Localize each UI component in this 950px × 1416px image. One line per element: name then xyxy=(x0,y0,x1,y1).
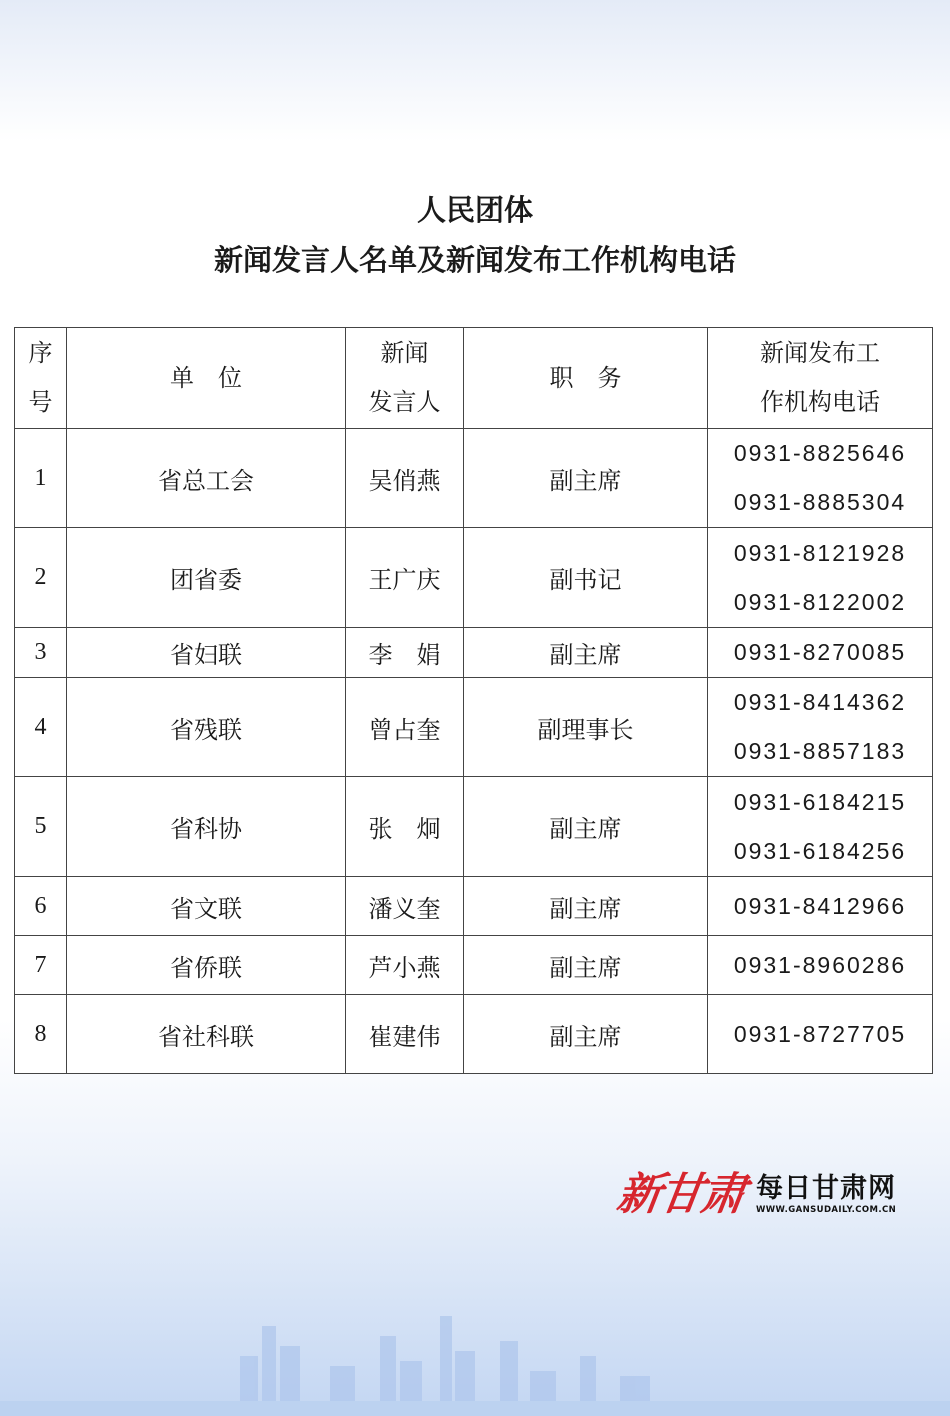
phone-number: 0931-6184256 xyxy=(733,837,907,864)
phone-cell xyxy=(708,777,933,877)
table-row xyxy=(15,678,933,777)
phone-number: 0931-8121928 xyxy=(733,539,907,566)
header-text: 号 xyxy=(28,388,53,416)
unit-cell: 省侨联 xyxy=(67,936,346,995)
header-phone xyxy=(708,328,933,429)
phone-number: 0931-8885304 xyxy=(733,489,907,515)
spokesperson-cell: 王广庆 xyxy=(346,528,464,628)
phone-number: 0931-8857183 xyxy=(733,738,907,764)
table-row xyxy=(15,936,933,995)
phone-number: 0931-8414362 xyxy=(733,689,907,715)
phone-number: 0931-8122002 xyxy=(733,588,907,615)
table-row xyxy=(15,429,933,528)
serial-cell: 4 xyxy=(15,678,67,777)
phone-cell xyxy=(708,877,933,936)
unit-cell: 省残联 xyxy=(67,678,346,777)
serial-cell: 2 xyxy=(15,528,67,628)
position-cell: 副主席 xyxy=(464,777,708,877)
position-cell: 副理事长 xyxy=(464,678,708,777)
phone-number: 0931-8727705 xyxy=(733,1020,907,1047)
spokesperson-cell: 张 炯 xyxy=(346,777,464,877)
spokesperson-cell: 潘义奎 xyxy=(346,877,464,936)
serial-cell: 1 xyxy=(15,429,67,528)
header-text: 新闻发布工 xyxy=(760,339,880,367)
spokesperson-cell: 吴俏燕 xyxy=(346,429,464,528)
logo-url: WWW.GANSUDAILY.COM.CN xyxy=(756,1204,897,1215)
phone-number: 0931-6184215 xyxy=(733,788,907,815)
position-cell: 副书记 xyxy=(464,528,708,628)
spokesperson-cell: 芦小燕 xyxy=(346,936,464,995)
unit-cell: 省科协 xyxy=(67,777,346,877)
position-cell: 副主席 xyxy=(464,628,708,678)
serial-cell: 3 xyxy=(15,628,67,678)
spokesperson-table xyxy=(14,327,933,1074)
unit-cell: 省社科联 xyxy=(67,995,346,1074)
phone-number: 0931-8960286 xyxy=(733,951,907,978)
header-text: 作机构电话 xyxy=(760,388,880,416)
phone-cell xyxy=(708,678,933,777)
logo-name: 每日甘肃网 xyxy=(756,1172,896,1204)
gansu-daily-logo xyxy=(613,1158,897,1222)
position-cell: 副主席 xyxy=(464,877,708,936)
table-row xyxy=(15,995,933,1074)
header-text: 单 位 xyxy=(170,363,242,392)
header-unit xyxy=(67,328,346,429)
serial-cell: 8 xyxy=(15,995,67,1074)
spokesperson-cell: 曾占奎 xyxy=(346,678,464,777)
table-row xyxy=(15,528,933,628)
serial-cell: 6 xyxy=(15,877,67,936)
table-row xyxy=(15,777,933,877)
unit-cell: 团省委 xyxy=(67,528,346,628)
city-skyline-decoration xyxy=(0,1296,950,1416)
serial-cell: 7 xyxy=(15,936,67,995)
position-cell: 副主席 xyxy=(464,429,708,528)
header-text: 序 xyxy=(28,339,53,367)
document-title-line2: 新闻发言人名单及新闻发布工作机构电话 xyxy=(213,243,736,277)
unit-cell: 省妇联 xyxy=(67,628,346,678)
table-row xyxy=(15,877,933,936)
header-spokesperson xyxy=(346,328,464,429)
header-text: 职 务 xyxy=(549,363,622,392)
header-serial xyxy=(15,328,67,429)
phone-number: 0931-8412966 xyxy=(733,892,907,919)
phone-cell xyxy=(708,429,933,528)
phone-cell xyxy=(708,995,933,1074)
unit-cell: 省文联 xyxy=(67,877,346,936)
phone-number: 0931-8270085 xyxy=(733,639,907,665)
table-row xyxy=(15,628,933,678)
phone-cell xyxy=(708,528,933,628)
spokesperson-cell: 李 娟 xyxy=(346,628,464,678)
document-title-line1: 人民团体 xyxy=(416,193,533,227)
position-cell: 副主席 xyxy=(464,995,708,1074)
header-position xyxy=(464,328,708,429)
header-text: 新闻 xyxy=(380,339,429,367)
serial-cell: 5 xyxy=(15,777,67,877)
phone-number: 0931-8825646 xyxy=(733,440,907,466)
header-text: 发言人 xyxy=(368,388,441,416)
phone-cell xyxy=(708,628,933,678)
phone-cell xyxy=(708,936,933,995)
position-cell: 副主席 xyxy=(464,936,708,995)
unit-cell: 省总工会 xyxy=(67,429,346,528)
logo-calligraphy: 新甘肃 xyxy=(613,1169,747,1220)
spokesperson-cell: 崔建伟 xyxy=(346,995,464,1074)
